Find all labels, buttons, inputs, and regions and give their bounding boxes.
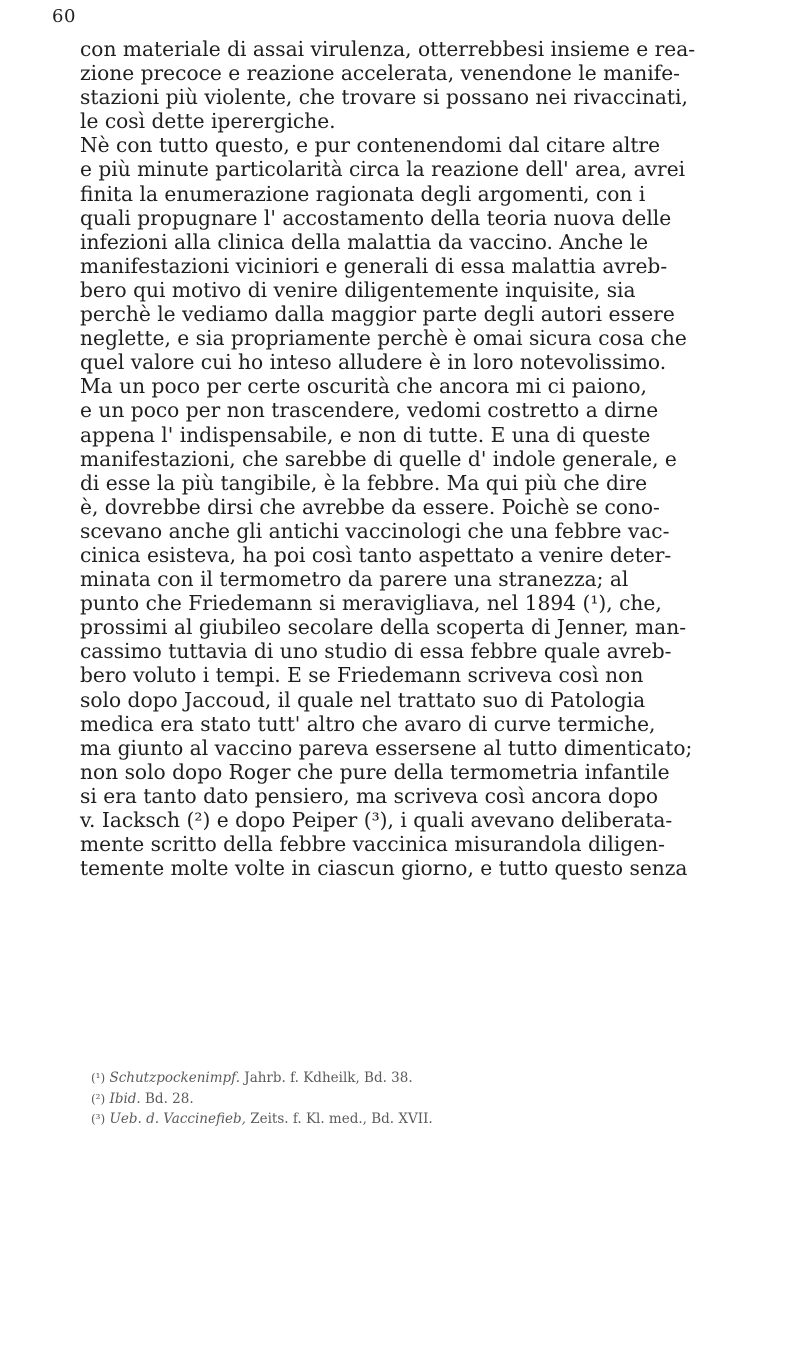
footnote-title: Schutzpockenimpf. bbox=[109, 1070, 240, 1086]
footnote-source: Bd. 28. bbox=[145, 1090, 194, 1107]
footnote bbox=[91, 1109, 741, 1130]
page-number: 60 bbox=[52, 6, 76, 27]
text-line: le così dette iperergiche. bbox=[80, 109, 336, 134]
text-line: bero qui motivo di venire diligentemente inquisite, sia bbox=[80, 277, 636, 302]
footnote-title: Ibid. bbox=[109, 1090, 141, 1107]
text-line: prossimi al giubileo secolare della scoperta di Jenner, man- bbox=[80, 615, 687, 640]
text-line: temente molte volte in ciascun giorno, e tutto questo senza bbox=[80, 856, 688, 881]
text-line: si era tanto dato pensiero, ma scriveva così ancora dopo bbox=[80, 783, 659, 808]
text-line: manifestazioni viciniori e generali di essa malattia avreb- bbox=[80, 253, 668, 278]
text-line: mente scritto della febbre vaccinica misurandola diligen- bbox=[80, 832, 665, 857]
text-line: quali propugnare l' accostamento della teoria nuova delle bbox=[80, 205, 672, 230]
footnotes bbox=[91, 1068, 741, 1130]
body-text bbox=[80, 37, 770, 880]
text-line: punto che Friedemann si meravigliava, nel 1894 (¹), che, bbox=[80, 591, 662, 616]
text-line: con materiale di assai virulenza, otterrebbesi insieme e rea- bbox=[80, 37, 696, 61]
text-line: bero voluto i tempi. E se Friedemann scriveva così non bbox=[80, 663, 644, 688]
footnote-mark: (²) bbox=[91, 1091, 106, 1106]
footnote-source: Zeits. f. Kl. med., Bd. XVII. bbox=[250, 1111, 433, 1127]
text-line: appena l' indispensabile, e non di tutte. E una di queste bbox=[80, 422, 651, 447]
text-line: ma giunto al vaccino pareva essersene al tutto dimenticato; bbox=[80, 735, 693, 760]
text-line: di esse la più tangibile, è la febbre. Ma qui più che dire bbox=[80, 470, 648, 495]
text-line: non solo dopo Roger che pure della termometria infantile bbox=[80, 759, 670, 784]
text-line: Ma un poco per certe oscurità che ancora mi ci paiono, bbox=[80, 374, 647, 399]
text-line: Nè con tutto questo, e pur contenendomi dal citare altre bbox=[80, 133, 661, 158]
footnote-mark: (¹) bbox=[91, 1071, 106, 1085]
text-line: v. Iacksch (²) e dopo Peiper (³), i quali avevano deliberata- bbox=[80, 808, 673, 832]
footnote-mark: (³) bbox=[91, 1112, 106, 1126]
footnote bbox=[91, 1089, 741, 1110]
text-line: finita la enumerazione ragionata degli argomenti, con i bbox=[80, 181, 646, 206]
text-line: medica era stato tutt' altro che avaro di curve termiche, bbox=[80, 711, 656, 736]
text-line: solo dopo Jaccoud, il quale nel trattato suo di Patologia bbox=[80, 687, 646, 712]
footnote-source: Jahrb. f. Kdheilk, Bd. 38. bbox=[244, 1070, 413, 1086]
text-line: stazioni più violente, che trovare si possano nei rivaccinati, bbox=[80, 85, 688, 110]
text-line: zione precoce e reazione accelerata, venendone le manife- bbox=[80, 61, 680, 86]
text-line: cinica esisteva, ha poi così tanto aspettato a venire deter- bbox=[80, 542, 672, 567]
text-line: manifestazioni, che sarebbe di quelle d' indole generale, e bbox=[80, 446, 677, 471]
text-line: infezioni alla clinica della malattia da vaccino. Anche le bbox=[80, 229, 649, 254]
footnote-title: Ueb. d. Vaccinefieb, bbox=[109, 1111, 246, 1127]
text-line: minata con il termometro da parere una stranezza; al bbox=[80, 567, 629, 592]
text-line: cassimo tuttavia di uno studio di essa febbre quale avreb- bbox=[80, 639, 672, 664]
text-line: neglette, e sia propriamente perchè è omai sicura cosa che bbox=[80, 326, 687, 351]
text-line: e un poco per non trascendere, vedomi costretto a dirne bbox=[80, 398, 659, 423]
footnote bbox=[91, 1068, 741, 1089]
text-line: è, dovrebbe dirsi che avrebbe da essere. Poichè se cono- bbox=[80, 494, 660, 519]
text-line: e più minute particolarità circa la reazione dell' area, avrei bbox=[80, 157, 686, 182]
text-line: scevano anche gli antichi vaccinologi che una febbre vac- bbox=[80, 518, 670, 543]
text-line: perchè le vediamo dalla maggior parte degli autori essere bbox=[80, 302, 675, 327]
text-line: quel valore cui ho inteso alludere è in loro notevolissimo. bbox=[80, 350, 667, 375]
